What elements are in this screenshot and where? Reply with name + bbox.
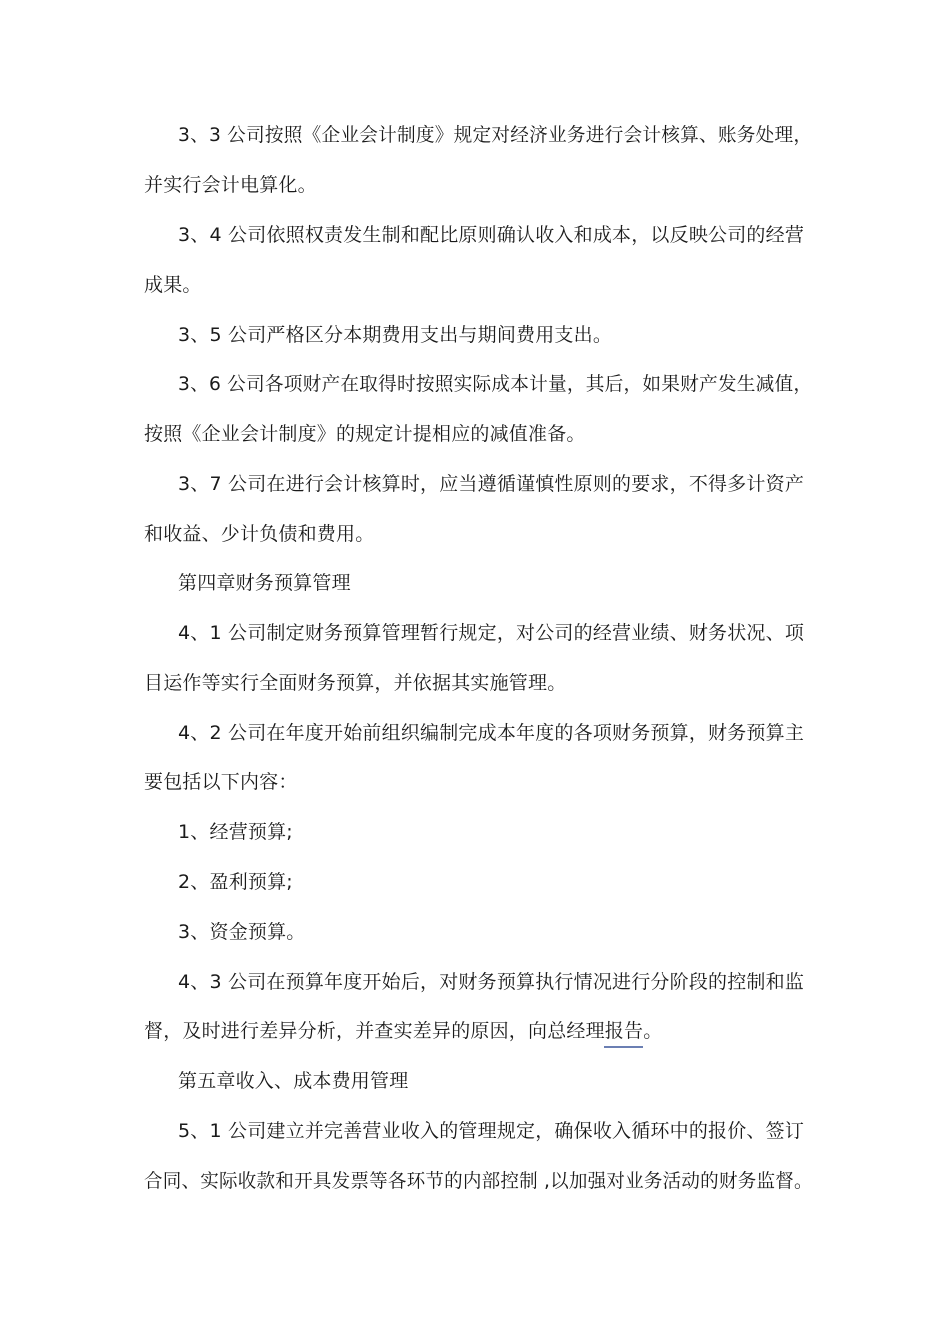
paragraph-4-3-line-2: 督，及时进行差异分析，并查实差异的原因，向总经理报告。 xyxy=(144,1020,663,1042)
list-item-2: 2、盈利预算; xyxy=(178,871,293,893)
paragraph-4-1-line-1: 4、1 公司制定财务预算管理暂行规定，对公司的经营业绩、财务状况、项 xyxy=(178,622,805,644)
paragraph-4-2-line-2: 要包括以下内容： xyxy=(144,771,298,793)
paragraph-4-2-line-1: 4、2 公司在年度开始前组织编制完成本年度的各项财务预算，财务预算主 xyxy=(178,722,805,744)
paragraph-4-1-line-2: 目运作等实行全面财务预算，并依据其实施管理。 xyxy=(144,672,567,694)
paragraph-3-5: 3、5 公司严格区分本期费用支出与期间费用支出。 xyxy=(178,324,613,346)
paragraph-3-3-line-1: 3、3 公司按照《企业会计制度》规定对经济业务进行会计核算、账务处理， xyxy=(178,124,813,146)
paragraph-4-3-line-1: 4、3 公司在预算年度开始后，对财务预算执行情况进行分阶段的控制和监 xyxy=(178,971,805,993)
list-item-3: 3、资金预算。 xyxy=(178,921,306,943)
paragraph-3-3-line-2: 并实行会计电算化。 xyxy=(144,174,317,196)
paragraph-3-7-line-2: 和收益、少计负债和费用。 xyxy=(144,523,375,545)
spellcheck-underline xyxy=(604,1046,643,1048)
paragraph-3-6-line-1: 3、6 公司各项财产在取得时按照实际成本计量，其后，如果财产发生减值， xyxy=(178,373,813,395)
paragraph-3-6-line-2: 按照《企业会计制度》的规定计提相应的减值准备。 xyxy=(144,423,586,445)
paragraph-3-7-line-1: 3、7 公司在进行会计核算时，应当遵循谨慎性原则的要求，不得多计资产 xyxy=(178,473,805,495)
paragraph-5-1-line-2: 合同、实际收款和开具发票等各环节的内部控制 ,以加强对业务活动的财务监督。 xyxy=(144,1170,813,1192)
chapter-4-heading: 第四章财务预算管理 xyxy=(178,572,351,594)
chapter-5-heading: 第五章收入、成本费用管理 xyxy=(178,1070,409,1092)
paragraph-3-4-line-2: 成果。 xyxy=(144,274,202,296)
paragraph-5-1-line-1: 5、1 公司建立并完善营业收入的管理规定，确保收入循环中的报价、签订 xyxy=(178,1120,805,1142)
list-item-1: 1、经营预算; xyxy=(178,821,293,843)
paragraph-3-4-line-1: 3、4 公司依照权责发生制和配比原则确认收入和成本，以反映公司的经营 xyxy=(178,224,805,246)
